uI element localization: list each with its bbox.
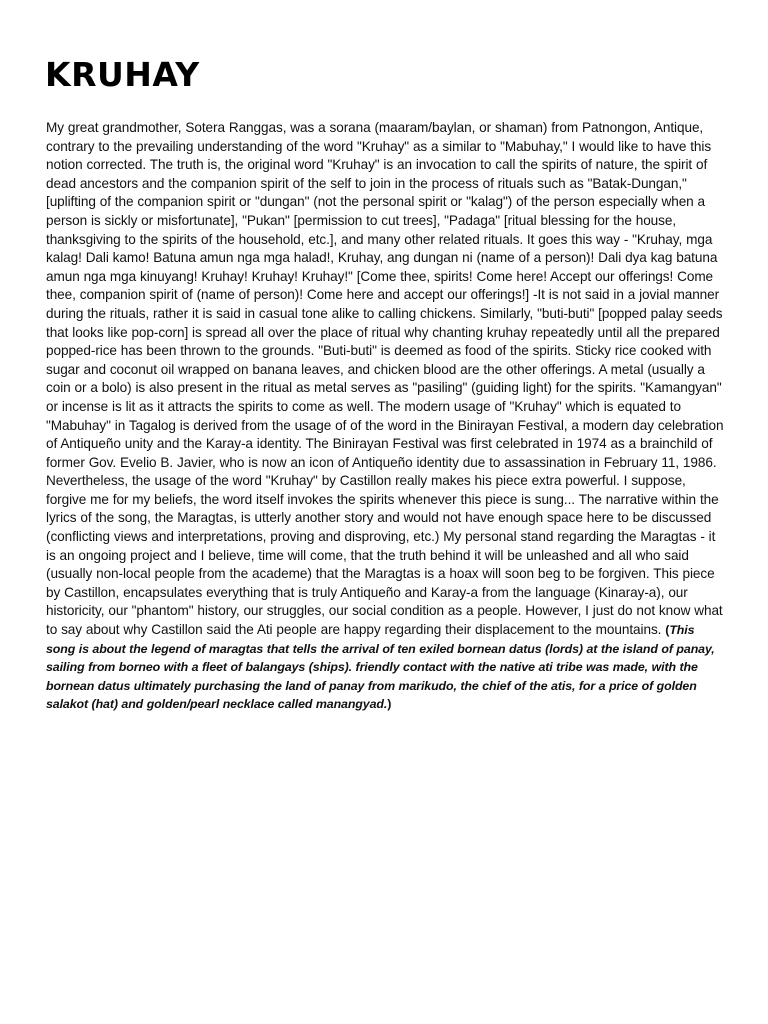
caption-text: This song is about the legend of maragtas that tells the arrival of ten exiled bornean datus (lords) at the island of panay, sailing from borneo with a fleet of balangays (ships). friendly contact with the native ati tribe was made, with the bornean datus ultimately purchasing the land of panay from marikudo, the chief of the atis, for a price of golden salakot (hat) and golden/pearl necklace called manangyad. [46,623,715,712]
caption-close-paren: ) [387,697,392,712]
document-body [46,119,724,714]
body-paragraph: My great grandmother, Sotera Ranggas, was a sorana (maaram/baylan, or shaman) from Patnongon, Antique, contrary to the prevailing understanding of the word "Kruhay" as a similar to "Mabuhay," I would like to have this notion corrected. The truth is, the original word "Kruhay" is an invocation to call the spirits of nature, the spirit of dead ancestors and the companion spirit of the self to join in the process of rituals such as "Batak-Dungan," [uplifting of the companion spirit or "dungan" (not the personal spirit or "kalag") of the person especially when a person is sickly or misfortunate], "Pukan" [permission to cut trees], "Padaga" [ritual blessing for the house, thanksgiving to the spirits of the household, etc.], and many other related rituals. It goes this way - "Kruhay, mga kalag! Dali kamo! Batuna amun nga mga halad!, Kruhay, ang dungan ni (name of a person)! Dali dya kag batuna amun nga mga kinuyang! Kruhay! Kruhay! Kruhay!" [Come thee, spirits! Come here! Accept our offerings! Come thee, companion spirit of (name of person)! Come here and accept our offerings!] -It is not said in a jovial manner during the rituals, rather it is said in casual tone alike to calling chickens. Similarly, "buti-buti" [popped palay seeds that looks like pop-corn] is spread all over the place of ritual why chanting kruhay repeatedly until all the prepared popped-rice has been thrown to the grounds. "Buti-buti" is deemed as food of the spirits. Sticky rice cooked with sugar and coconut oil wrapped on banana leaves, and chicken blood are the other offerings. A metal (usually a coin or a bolo) is also present in the ritual as metal serves as "pasiling" (guiding light) for the spirits. "Kamangyan" or incense is lit as it attracts the spirits to come as well. The modern usage of "Kruhay" which is equated to "Mabuhay" in Tagalog is derived from the usage of of the word in the Binirayan Festival, a modern day celebration of Antiqueño unity and the Karay-a identity. The Binirayan Festival was first celebrated in 1974 as a brainchild of former Gov. Evelio B. Javier, who is now an icon of Antiqueño identity due to assassination in February 11, 1986. Nevertheless, the usage of the word "Kruhay" by Castillon really makes his piece extra powerful. I suppose, forgive me for my beliefs, the word itself invokes the spirits whenever this piece is sung... The narrative within the lyrics of the song, the Maragtas, is utterly another story and would not have enough space here to be discussed (conflicting views and interpretations, proving and disproving, etc.) My personal stand regarding the Maragtas - it is an ongoing project and I believe, time will come, that the truth behind it will be unleashed and all who said (usually non-local people from the academe) that the Maragtas is a hoax will soon beg to be forgiven. This piece by Castillon, encapsulates everything that is truly Antiqueño and Karay-a from the language (Kinaray-a), our historicity, our "phantom" history, our struggles, our social condition as a people. However, I just do not know what to say about why Castillon said the Ati people are happy regarding their displacement to the mountains. [46,120,724,638]
caption-open-paren: ( [665,623,670,638]
document-title: KRUHAY [45,55,200,94]
